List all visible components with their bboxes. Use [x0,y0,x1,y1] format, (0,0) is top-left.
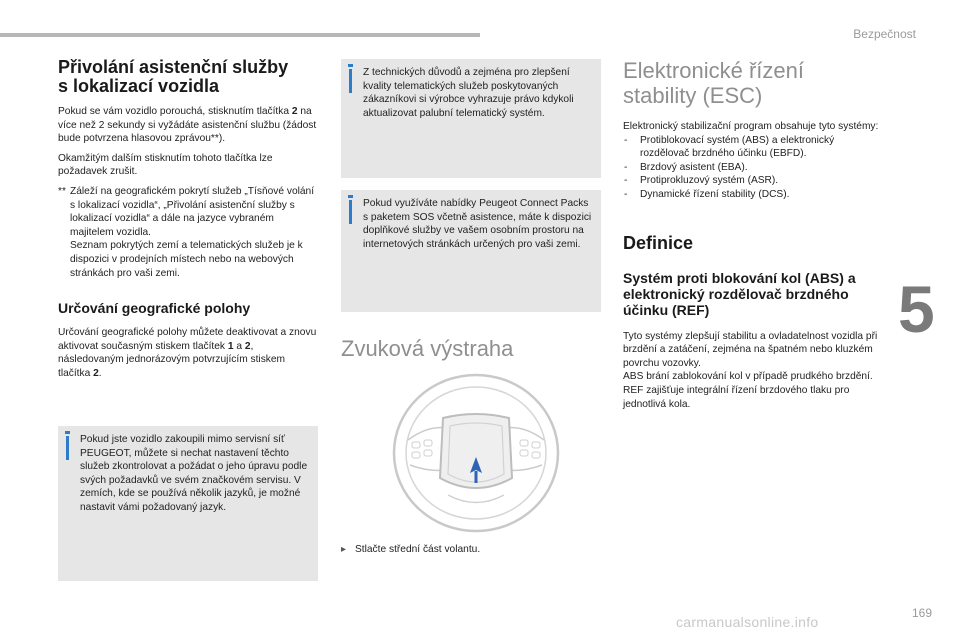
horn-title: Zvuková výstraha [341,336,514,361]
footnote-mark: ** [58,185,66,197]
steering-wheel-icon [388,370,564,535]
list-item: - Dynamické řízení stability (DCS). [623,188,885,202]
esc-intro: Elektronický stabilizační program obsahuje tyto systémy: [623,121,879,132]
abs-title: Systém proti blokování kol (ABS) a elektronický rozdělovač brzdného účinku (REF) [623,269,856,318]
info-text-telematics: Z technických důvodů a zejména pro zlepšení kvality telematických služeb poskytovaných zákazníkovi si výrobce vyhrazuje právo kdykoli aktualizovat palubní telematický systém. [363,67,574,119]
info-icon [348,64,353,67]
footnote: ** Záleží na geografickém pokrytí služeb „Tísňové volání s lokalizací vozidla“, „Přivolání asistenční služby s lokalizací vozidla“ a dále na jazyce vybraném majitelem vozidla. Seznam pokrytých zemí a telematických služeb je k dispozici v prodejních místech nebo na webových stránkách pro vaši zemi. [58,185,315,279]
info-icon [65,431,70,434]
info-box-telematics [341,59,601,178]
list-item: - Protiprokluzový systém (ASR). [623,174,885,188]
assistance-title [58,58,320,96]
page-number: 169 [911,606,932,620]
esc-title: Elektronické řízení stability (ESC) [623,58,804,108]
info-bar [349,200,352,224]
horn-instruction: ▸ Stlačte střední část volantu. [341,544,481,555]
esc-system-list [623,134,885,202]
info-box-dealer [58,426,318,581]
assistance-title-line2: s lokalizací vozidla [58,76,220,96]
list-item: - Brzdový asistent (EBA). [623,161,885,175]
column-3 [623,58,885,411]
definition-title: Definice [623,232,694,253]
abs-paragraph: Tyto systémy zlepšují stabilitu a ovladatelnost vozidla při brzdění a zatáčení, zejména na špatném nebo kluzkém povrchu vozovky. ABS brání zablokování kol v případě prudkého brzdění. REF zajišťuje integrální řízení brzdového tlaku pro jednotlivá kola. [623,330,878,410]
info-bar [349,69,352,93]
chapter-number: 5 [898,272,935,346]
info-text-dealer: Pokud jste vozidlo zakoupili mimo servisní síť PEUGEOT, můžete si nechat nastavení těchto služeb zkontrolovat a požádat o jeho úpravu podle svých požadavků ve svém značkovém servisu. V zemích, kde se používá několik jazyků, je možné nastavit vámi požadovaný jazyk. [80,434,308,513]
section-label: Bezpečnost [853,27,916,41]
assistance-paragraph: Pokud se vám vozidlo porouchá, stisknutím tlačítka 2 na více než 2 sekundy si vyžádáte asistenční službu (žádost bude potvrzena hlasovou zprávou**). [58,106,317,145]
cancel-paragraph: Okamžitým dalším stisknutím tohoto tlačítka lze požadavek zrušit. [58,152,273,178]
list-item: - Protiblokovací systém (ABS) a elektronický rozdělovač brzdného účinku (EBFD). [623,134,885,161]
button-ref-2: 2 [291,106,298,117]
info-text-connect-packs: Pokud využíváte nabídky Peugeot Connect Packs s paketem SOS včetně asistence, máte k dispozici doplňkové služby ve vašem osobním prostoru na internetových stránkách určených pro vaši zemi. [363,198,592,250]
info-icon [348,195,353,198]
watermark: carmanualsonline.info [676,614,819,630]
info-box-connect-packs [341,190,601,312]
bullet-arrow-icon: ▸ [341,544,347,555]
steering-wheel-illustration [388,370,564,535]
column-1 [58,58,320,381]
info-bar [66,436,69,460]
geolocation-title: Určování geografické polohy [58,300,251,317]
geolocation-paragraph: Určování geografické polohy můžete deaktivovat a znovu aktivovat současným stiskem tlačítek 1 a 2, následovaným jednorázovým potvrzujícím stiskem tlačítka 2. [58,327,317,379]
assistance-title-line1: Přivolání asistenční služby [58,57,289,77]
header-rule [0,33,480,37]
